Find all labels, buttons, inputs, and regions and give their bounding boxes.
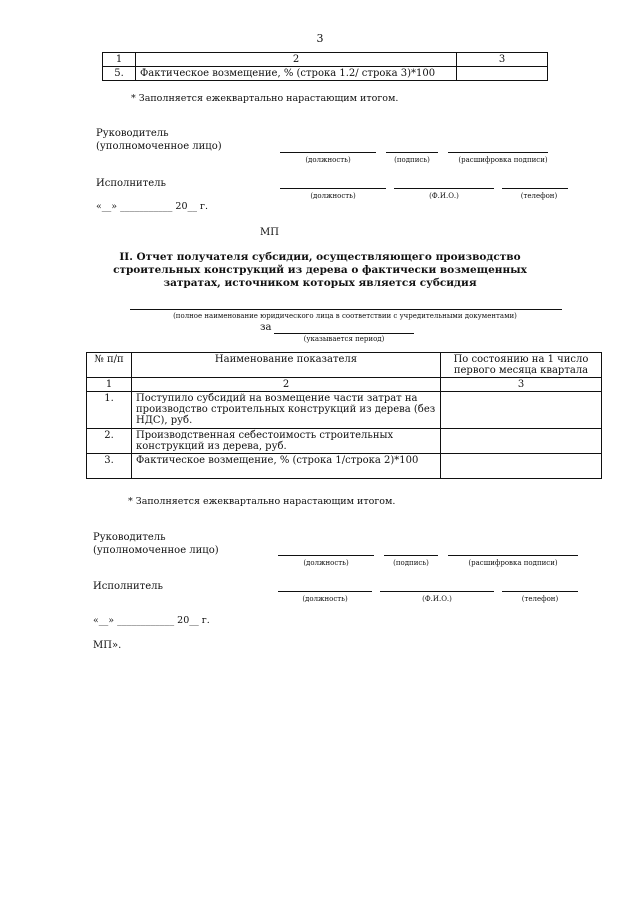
table-cell: 3. xyxy=(87,454,132,479)
report-table xyxy=(86,352,602,479)
table-row xyxy=(87,378,602,392)
signature-line xyxy=(386,152,438,153)
signature-line xyxy=(384,555,438,556)
period-caption: (указывается период) xyxy=(303,335,385,343)
table-row xyxy=(87,392,602,429)
table-row xyxy=(103,53,548,67)
footnote: * Заполняется ежеквартально нарастающим итогом. xyxy=(131,93,399,104)
signature-line xyxy=(394,188,494,189)
table-cell: Фактическое возмещение, % (строка 1.2/ строка 3)*100 xyxy=(136,67,457,81)
table-row xyxy=(87,429,602,454)
head-label-sub: (уполномоченное лицо) xyxy=(96,141,222,152)
header-value: По состоянию на 1 число первого месяца квартала xyxy=(441,353,602,378)
head-label-sub: (уполномоченное лицо) xyxy=(93,545,219,556)
date-field: «__» ___________ 20__ г. xyxy=(96,201,209,212)
table-row xyxy=(87,454,602,479)
caption-fio: (Ф.И.О.) xyxy=(422,595,452,603)
signature-line xyxy=(278,555,374,556)
table-header-row xyxy=(87,353,602,378)
caption-signature: (подпись) xyxy=(394,156,430,164)
table-cell xyxy=(441,429,602,454)
table-cell: Фактическое возмещение, % (строка 1/строка 2)*100 xyxy=(132,454,441,479)
caption-signature: (подпись) xyxy=(393,559,429,567)
page-number: 3 xyxy=(316,32,324,45)
caption-decoding: (расшифровка подписи) xyxy=(458,156,548,164)
caption-position: (должность) xyxy=(302,595,348,603)
table-cell: 1 xyxy=(87,378,132,392)
date-field: «__» ____________ 20__ г. xyxy=(93,615,210,626)
footnote: * Заполняется ежеквартально нарастающим итогом. xyxy=(128,496,396,507)
caption-phone: (телефон) xyxy=(521,595,559,603)
head-label: Руководитель xyxy=(96,128,169,139)
caption-decoding: (расшифровка подписи) xyxy=(468,559,558,567)
signature-line xyxy=(502,188,568,189)
period-prefix: за xyxy=(260,322,272,333)
table-cell: Поступило субсидий на возмещение части затрат на производство строительных конструкций из дерева (без НДС), руб. xyxy=(132,392,441,429)
caption-fio: (Ф.И.О.) xyxy=(429,192,459,200)
top-table xyxy=(102,52,548,81)
section-title-line: затратах, источником которых является субсидия xyxy=(163,277,477,289)
caption-phone: (телефон) xyxy=(520,192,558,200)
table-cell: 3 xyxy=(457,53,548,67)
header-name: Наименование показателя xyxy=(132,353,441,378)
org-name-caption: (полное наименование юридического лица в соответствии с учредительными документами) xyxy=(173,312,517,320)
table-cell: 2. xyxy=(87,429,132,454)
signature-line xyxy=(380,591,494,592)
table-cell: 2 xyxy=(132,378,441,392)
table-cell: 1. xyxy=(87,392,132,429)
table-cell xyxy=(441,454,602,479)
signature-line xyxy=(280,188,386,189)
executor-label: Исполнитель xyxy=(96,178,166,189)
header-num: № п/п xyxy=(87,353,132,378)
signature-line xyxy=(448,152,548,153)
executor-label: Исполнитель xyxy=(93,581,163,592)
signature-line xyxy=(278,591,372,592)
table-cell: 3 xyxy=(441,378,602,392)
stamp-mark: МП». xyxy=(93,640,122,651)
caption-position: (должность) xyxy=(305,156,351,164)
section-title xyxy=(60,251,580,290)
table-cell: 1 xyxy=(103,53,136,67)
table-row xyxy=(103,67,548,81)
stamp-mark: МП xyxy=(260,227,279,238)
caption-position: (должность) xyxy=(303,559,349,567)
org-name-line xyxy=(130,309,562,310)
period-line xyxy=(274,333,414,334)
section-title-line: строительных конструкций из дерева о фактически возмещенных xyxy=(113,264,527,276)
signature-line xyxy=(448,555,578,556)
head-label: Руководитель xyxy=(93,532,166,543)
caption-position: (должность) xyxy=(310,192,356,200)
signature-line xyxy=(280,152,376,153)
table-cell: 5. xyxy=(103,67,136,81)
table-cell xyxy=(457,67,548,81)
table-cell xyxy=(441,392,602,429)
table-cell: Производственная себестоимость строительных конструкций из дерева, руб. xyxy=(132,429,441,454)
table-cell: 2 xyxy=(136,53,457,67)
signature-line xyxy=(502,591,578,592)
section-title-line: II. Отчет получателя субсидии, осуществляющего производство xyxy=(119,251,521,263)
